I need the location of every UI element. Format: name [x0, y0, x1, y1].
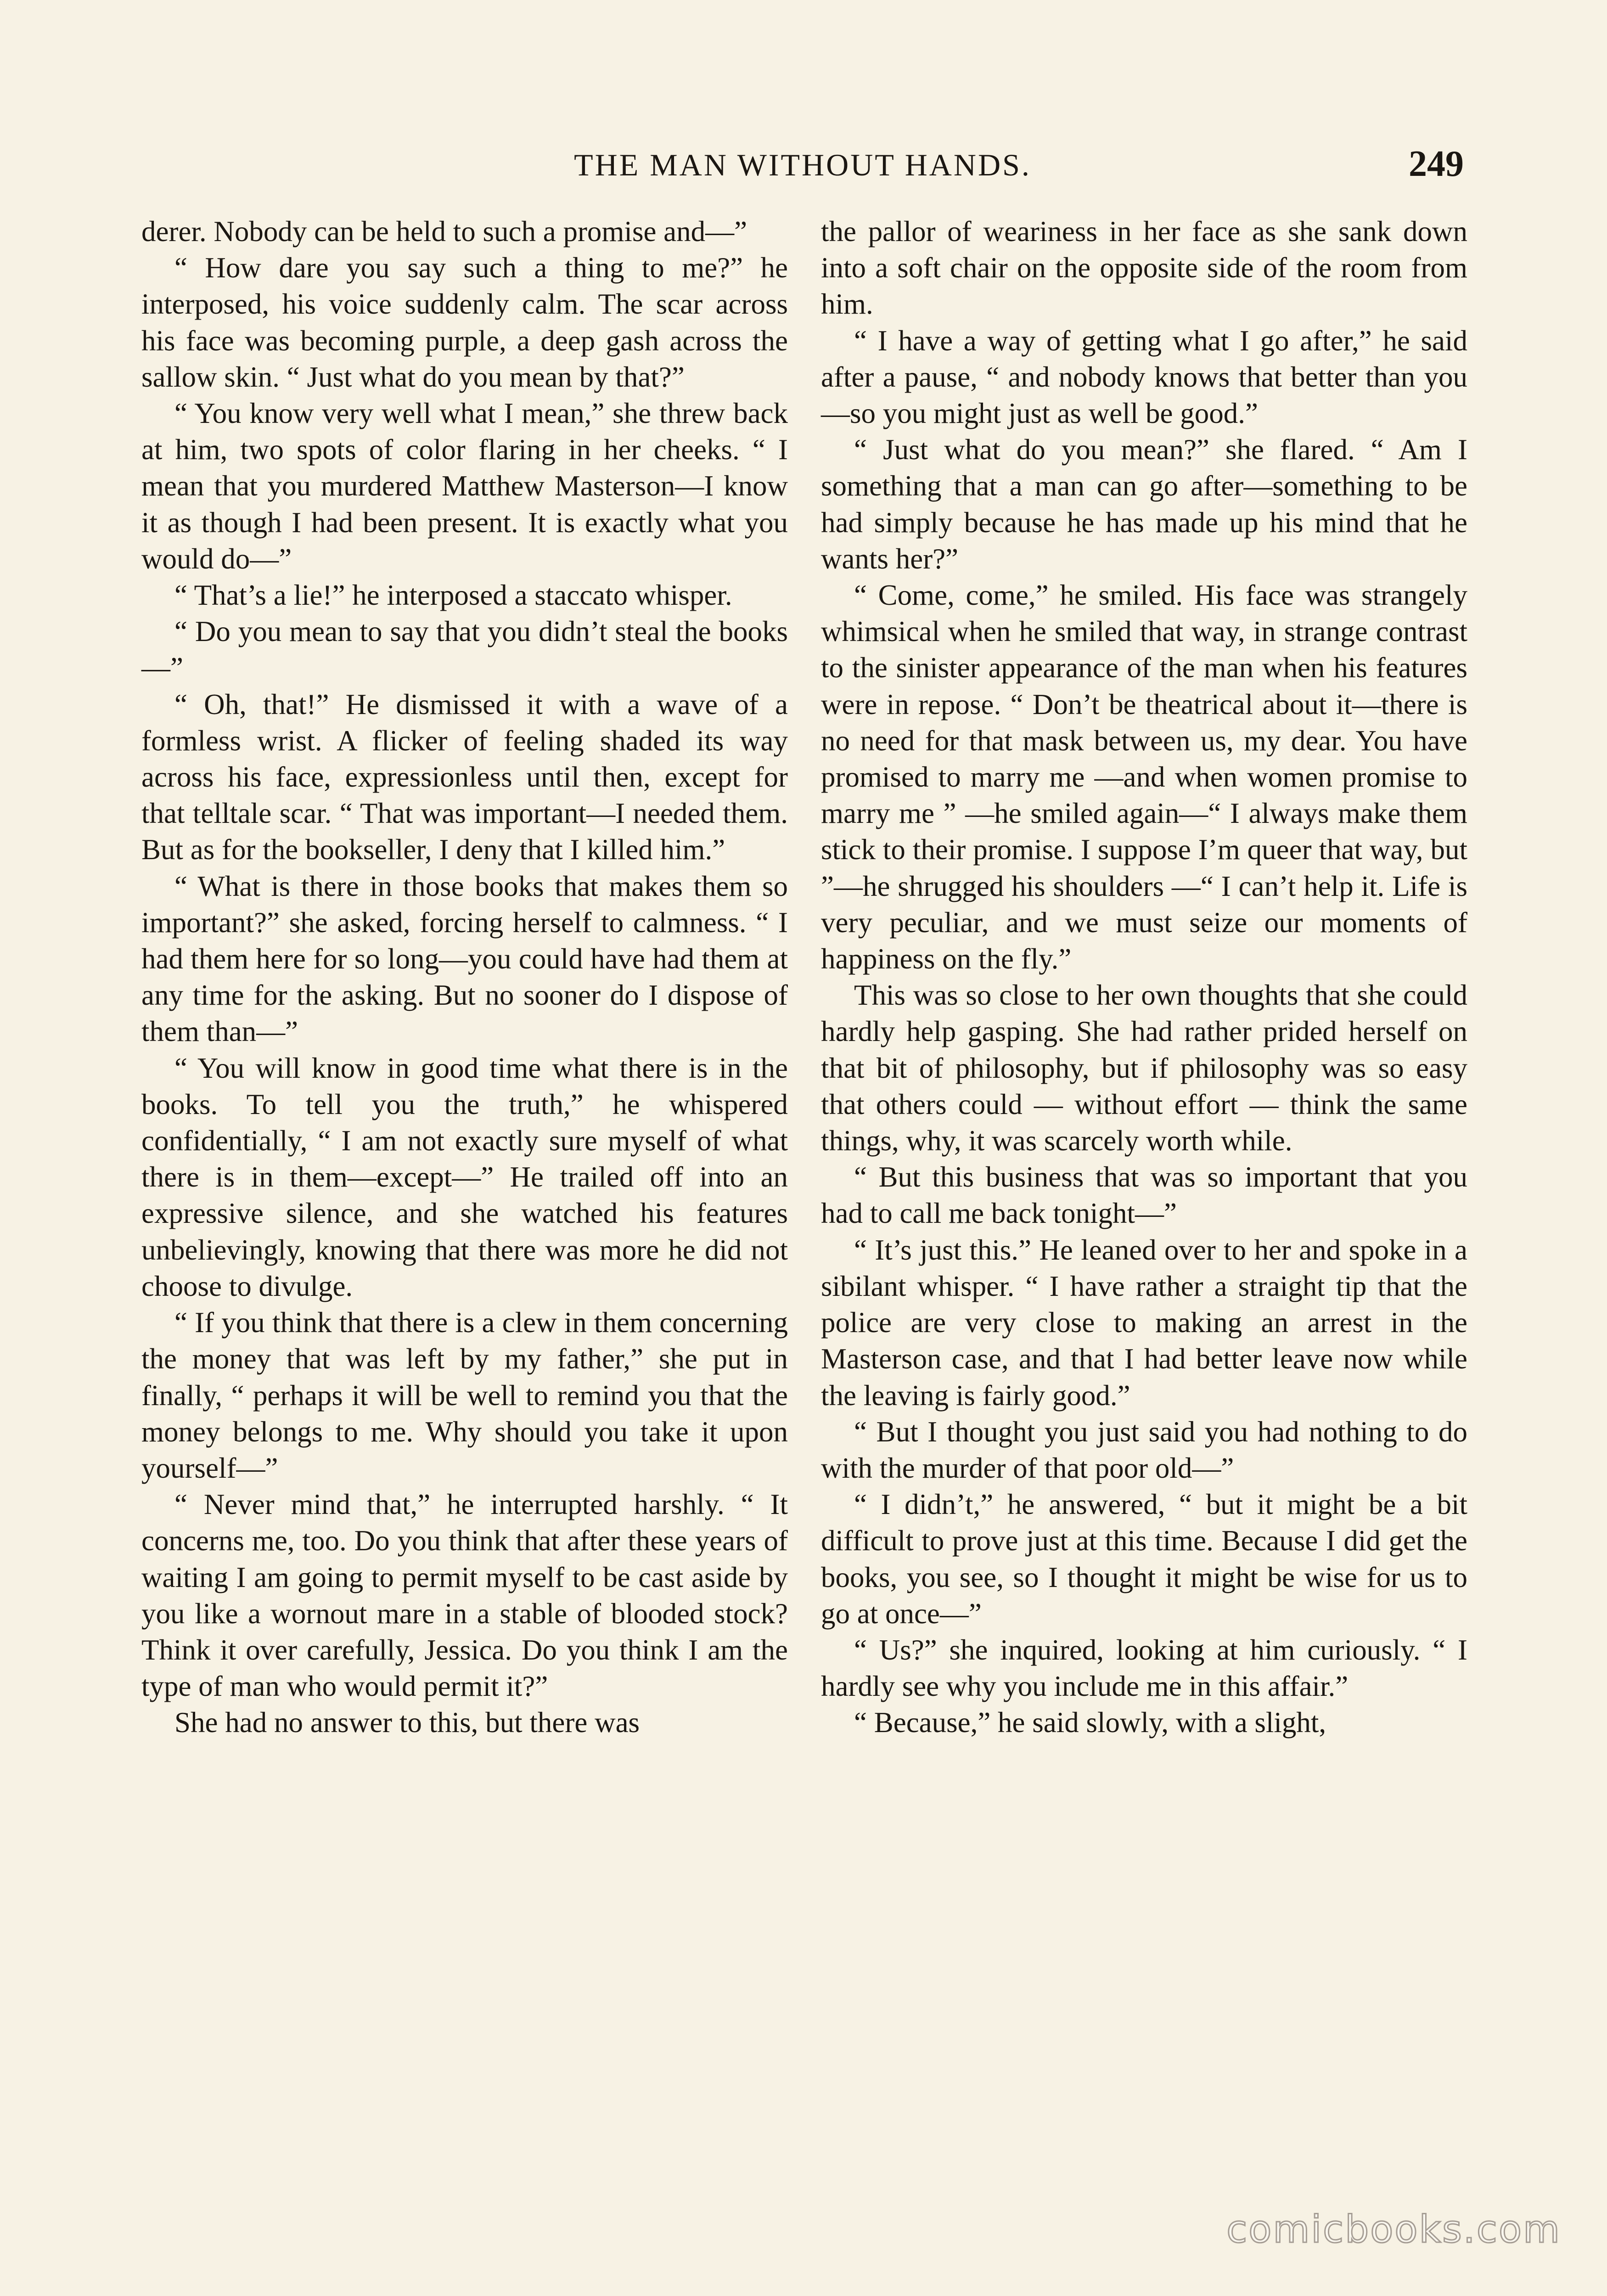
paragraph: “ What is there in those books that makes them so important?” she asked, forcing herself to calmness. “ I had them here for so long—you could have had them at any time for the asking. But no sooner do I dispose of them than—” — [141, 870, 788, 1048]
page-number: 249 — [1409, 144, 1464, 184]
paragraph: “ Do you mean to say that you didn’t steal the books—” — [141, 615, 788, 684]
paragraph: “ Come, come,” he smiled. His face was strangely whimsical when he smiled that way, in strange contrast to the sinister appearance of the man when his features were in repose. “ Don’t be theatrical about it—there is no need for that mask between us, my dear. You have promised to marry me —and when women promise to marry me ” —he smiled again—“ I always make them stick to their promise. I suppose I’m queer that way, but ”—he shrugged his shoulders —“ I can’t help it. Life is very peculiar, and we must seize our moments of happiness on the fly.” — [821, 579, 1467, 975]
left-column — [141, 214, 788, 2156]
paragraph: the pallor of weariness in her face as she sank down into a soft chair on the opposite side of the room from him. — [821, 215, 1467, 321]
paragraph: “ You know very well what I mean,” she threw back at him, two spots of color flaring in her cheeks. “ I mean that you murdered Matthew Masterson—I know it as though I had been present. It is exactly what you would do—” — [141, 397, 788, 575]
paragraph: “ If you think that there is a clew in them concerning the money that was left by my father,” she put in finally, “ perhaps it will be well to remind you that the money belongs to me. Why should you take it upon yourself—” — [141, 1306, 788, 1484]
paragraph: “ I have a way of getting what I go after,” he said after a pause, “ and nobody knows that better than you—so you might just as well be good.” — [821, 324, 1467, 430]
paragraph: derer. Nobody can be held to such a promise and—” — [141, 215, 747, 248]
paragraph: “ That’s a lie!” he interposed a staccato whisper. — [174, 579, 732, 612]
paragraph: “ How dare you say such a thing to me?” he interposed, his voice suddenly calm. The scar across his face was becoming purple, a deep gash across the sallow skin. “ Just what do you mean by that?” — [141, 252, 788, 393]
watermark: comicbooks.com — [1226, 2208, 1561, 2251]
paragraph: “ It’s just this.” He leaned over to her and spoke in a sibilant whisper. “ I have rather a straight tip that the police are very close to making an arrest in the Masterson case, and that I had better leave now while the leaving is fairly good.” — [821, 1233, 1467, 1412]
paragraph: “ Never mind that,” he interrupted harshly. “ It concerns me, too. Do you think that after these years of waiting I am going to permit myself to be cast aside by you like a wornout mare in a stable of blooded stock? Think it over carefully, Jessica. Do you think I am the type of man who would permit it?” — [141, 1488, 788, 1703]
paragraph: “ You will know in good time what there is in the books. To tell you the truth,” he whispered confidentially, “ I am not exactly sure myself of what there is in them—except—” He trailed off into an expressive silence, and she watched his features unbelievingly, knowing that there was more he did not choose to divulge. — [141, 1052, 788, 1302]
paragraph: “ I didn’t,” he answered, “ but it might be a bit difficult to prove just at this time. Because I did get the books, you see, so I thought it might be wise for us to go at once—” — [821, 1488, 1467, 1630]
paragraph: “ But this business that was so important that you had to call me back tonight—” — [821, 1161, 1467, 1230]
paragraph: This was so close to her own thoughts that she could hardly help gasping. She had rather prided herself on that bit of philosophy, but if philosophy was so easy that others could — without effort — think the same things, why, it was scarcely worth while. — [821, 979, 1467, 1157]
paragraph: “ Oh, that!” He dismissed it with a wave of a formless wrist. A flicker of feeling shaded its way across his face, expressionless until then, except for that telltale scar. “ That was important—I needed them. But as for the bookseller, I deny that I killed him.” — [141, 688, 788, 866]
right-column — [821, 214, 1467, 2156]
paragraph: “ But I thought you just said you had nothing to do with the murder of that poor old—” — [821, 1415, 1467, 1484]
running-header — [141, 144, 1464, 197]
paragraph: “ Because,” he said slowly, with a slight, — [854, 1706, 1326, 1739]
paragraph: “ Us?” she inquired, looking at him curiously. “ I hardly see why you include me in this affair.” — [821, 1633, 1467, 1703]
text-columns — [141, 214, 1467, 2156]
paragraph: “ Just what do you mean?” she flared. “ Am I something that a man can go after—something to be had simply because he has made up his mind that he wants her?” — [821, 433, 1467, 575]
running-title: THE MAN WITHOUT HANDS. — [574, 147, 1031, 182]
paragraph: She had no answer to this, but there was — [174, 1706, 640, 1739]
